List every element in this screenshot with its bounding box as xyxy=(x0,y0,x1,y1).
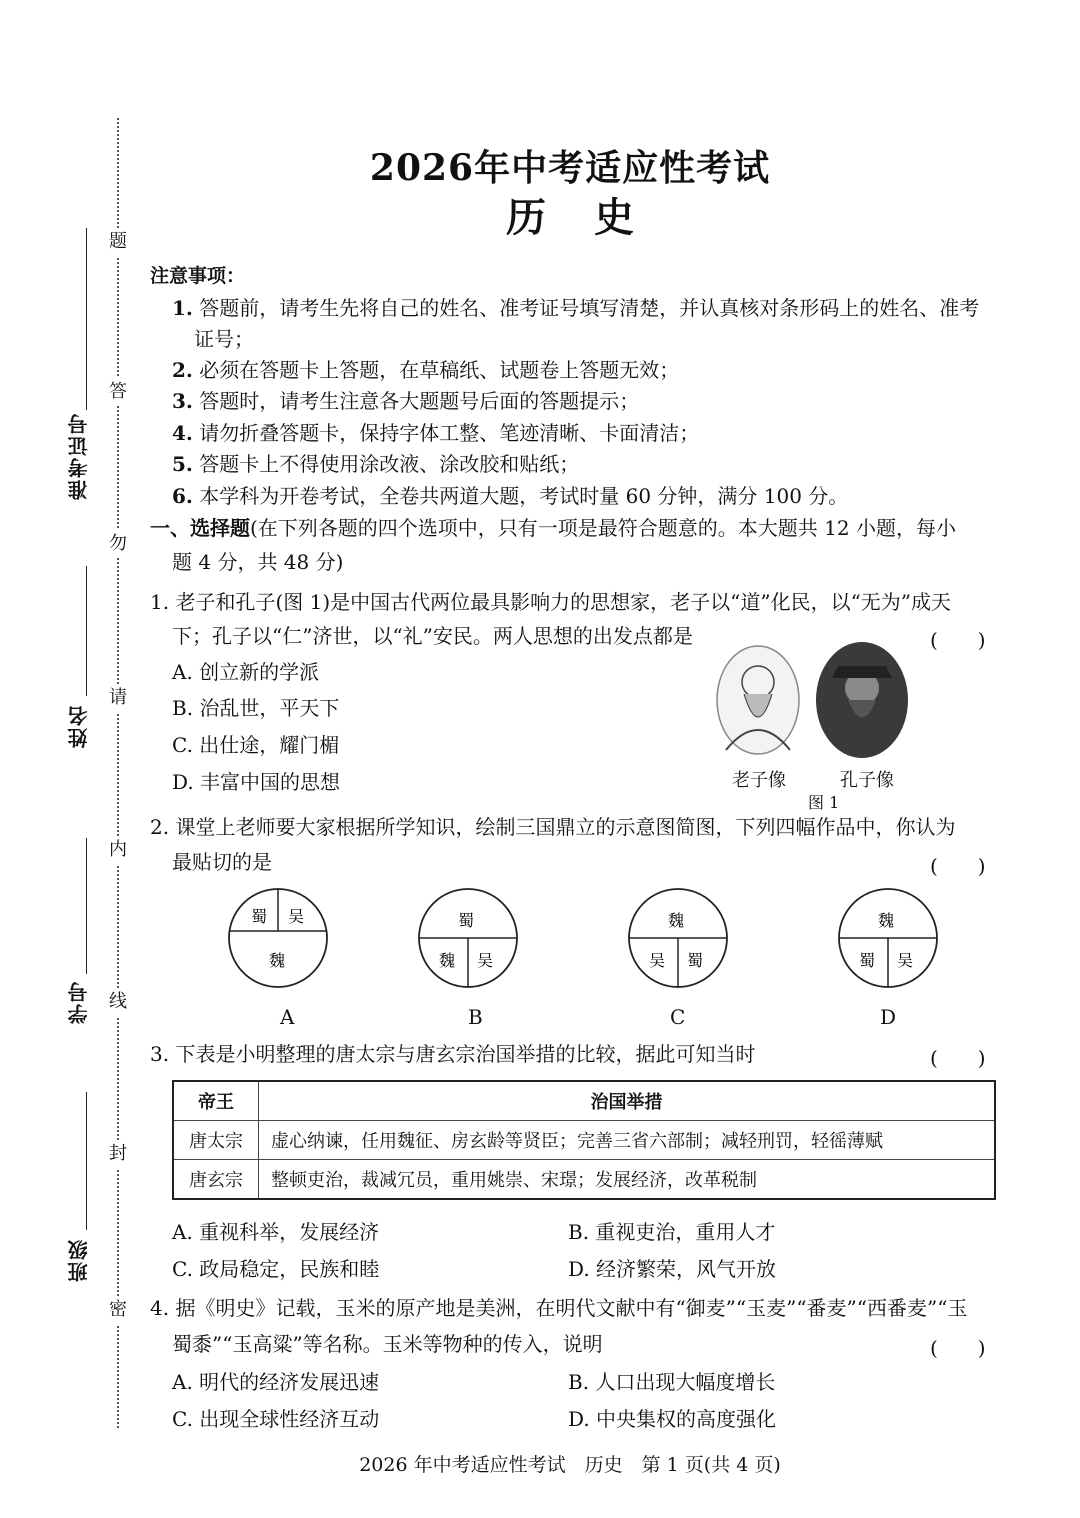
seal-char: 答 xyxy=(106,378,130,406)
class-line[interactable] xyxy=(86,1092,87,1230)
binding-dotted-line xyxy=(117,118,119,1428)
seal-char: 勿 xyxy=(106,530,130,558)
label-shu: 蜀 xyxy=(859,951,876,970)
class-label: 班级 xyxy=(67,1238,91,1282)
exam-title: 2026年中考适应性考试 xyxy=(369,147,771,189)
name-label: 姓名 xyxy=(67,704,91,748)
q1-stem: 1. 老子和孔子(图 1)是中国古代两位最具影响力的思想家，老子以“道”化民，以“无为”成天 xyxy=(150,590,952,614)
q2-stem: 2. 课堂上老师要大家根据所学知识，绘制三国鼎立的示意图简图，下列四幅作品中，你认为 xyxy=(150,815,956,839)
laozi-caption: 老子像 xyxy=(732,770,786,791)
table-row xyxy=(173,1160,995,1200)
table-header: 帝王 xyxy=(173,1081,259,1121)
q3-stem: 3. 下表是小明整理的唐太宗与唐玄宗治国举措的比较，据此可知当时 xyxy=(150,1042,756,1066)
label-shu: 蜀 xyxy=(687,951,704,970)
q3-table xyxy=(172,1080,996,1200)
q2-diagram-a xyxy=(226,886,356,990)
q1-option-d: D. 丰富中国的思想 xyxy=(172,770,341,794)
note-item: 5. 答题卡上不得使用涂改液、涂改胶和贴纸； xyxy=(172,452,580,476)
table-header: 治国举措 xyxy=(259,1081,996,1121)
q2-option-c-letter: C xyxy=(670,1005,686,1029)
q2-option-a-letter: A xyxy=(280,1005,295,1029)
seal-char: 内 xyxy=(106,836,130,864)
q2-stem-cont: 最贴切的是 xyxy=(172,850,272,874)
q4-option-b: B. 人口出现大幅度增长 xyxy=(568,1370,776,1394)
note-item: 1. 答题前，请考生先将自己的姓名、准考证号填写清楚，并认真核对条形码上的姓名、准考 xyxy=(172,296,980,320)
answer-paren: ( ) xyxy=(930,1046,986,1070)
exam-number-line[interactable] xyxy=(86,228,87,410)
page-footer: 2026 年中考适应性考试 历史 第 1 页(共 4 页) xyxy=(359,1454,781,1476)
note-item: 2. 必须在答题卡上答题，在草稿纸、试题卷上答题无效； xyxy=(172,358,680,382)
label-wu: 吴 xyxy=(477,951,494,970)
subject-title: 历 史 xyxy=(506,194,634,241)
student-id-label: 学号 xyxy=(67,980,91,1024)
answer-paren: ( ) xyxy=(930,628,986,652)
note-item: 4. 请勿折叠答题卡，保持字体工整、笔迹清晰、卡面清洁； xyxy=(172,421,700,445)
q2-diagram-b xyxy=(416,886,546,990)
q3-option-b: B. 重视吏治，重用人才 xyxy=(568,1220,776,1244)
label-wu: 吴 xyxy=(897,951,914,970)
table-cell: 唐太宗 xyxy=(173,1121,259,1160)
name-line[interactable] xyxy=(86,566,87,696)
figure1-label: 图 1 xyxy=(808,793,840,812)
student-id-line[interactable] xyxy=(86,838,87,974)
q4-option-c: C. 出现全球性经济互动 xyxy=(172,1407,380,1431)
table-header-row xyxy=(173,1081,995,1121)
exam-number-label: 准考证号 xyxy=(67,412,91,500)
q3-option-a: A. 重视科举，发展经济 xyxy=(172,1220,380,1244)
q4-option-d: D. 中央集权的高度强化 xyxy=(568,1407,777,1431)
q1-option-b: B. 治乱世，平天下 xyxy=(172,696,340,720)
figure1-portraits xyxy=(714,640,914,765)
note-item-cont: 证号； xyxy=(194,327,254,351)
section-heading: 一、选择题(在下列各题的四个选项中，只有一项是最符合题意的。本大题共 12 小题，每小 xyxy=(150,516,956,540)
seal-char: 密 xyxy=(106,1296,130,1324)
label-wu: 吴 xyxy=(649,951,666,970)
answer-paren: ( ) xyxy=(930,854,986,878)
q1-stem-cont: 下；孔子以“仁”济世，以“礼”安民。两人思想的出发点都是 xyxy=(172,624,693,648)
q3-option-c: C. 政局稳定，民族和睦 xyxy=(172,1257,380,1281)
q2-diagram-c xyxy=(626,886,756,990)
section-desc: 题 4 分，共 48 分) xyxy=(172,550,344,574)
label-wei: 魏 xyxy=(439,951,456,970)
label-wei: 魏 xyxy=(878,911,895,930)
note-item: 6. 本学科为开卷考试，全卷共两道大题，考试时量 60 分钟，满分 100 分。 xyxy=(172,484,849,508)
q3-option-d: D. 经济繁荣，风气开放 xyxy=(568,1257,777,1281)
q2-option-b-letter: B xyxy=(468,1005,483,1029)
seal-char: 题 xyxy=(106,228,130,256)
seal-char: 封 xyxy=(106,1140,130,1168)
confucius-caption: 孔子像 xyxy=(840,770,894,791)
notes-heading: 注意事项： xyxy=(150,265,246,287)
label-wu: 吴 xyxy=(288,907,305,926)
q2-diagram-d xyxy=(836,886,966,990)
seal-char: 请 xyxy=(106,684,130,712)
answer-paren: ( ) xyxy=(930,1336,986,1360)
q2-option-d-letter: D xyxy=(880,1005,897,1029)
q4-option-a: A. 明代的经济发展迅速 xyxy=(172,1370,380,1394)
q4-stem-cont: 蜀黍”“玉高粱”等名称。玉米等物种的传入，说明 xyxy=(172,1332,603,1356)
table-cell: 唐玄宗 xyxy=(173,1160,259,1200)
q1-option-c: C. 出仕途，耀门楣 xyxy=(172,733,340,757)
q1-option-a: A. 创立新的学派 xyxy=(172,660,320,684)
table-row xyxy=(173,1121,995,1160)
q4-stem: 4. 据《明史》记载，玉米的原产地是美洲，在明代文献中有“御麦”“玉麦”“番麦”“西番麦”“玉 xyxy=(150,1296,968,1320)
table-cell: 虚心纳谏，任用魏征、房玄龄等贤臣；完善三省六部制；减轻刑罚，轻徭薄赋 xyxy=(259,1121,996,1160)
label-wei: 魏 xyxy=(269,951,286,970)
note-item: 3. 答题时，请考生注意各大题题号后面的答题提示； xyxy=(172,389,640,413)
label-shu: 蜀 xyxy=(458,911,475,930)
label-shu: 蜀 xyxy=(251,907,268,926)
label-wei: 魏 xyxy=(668,911,685,930)
seal-char: 线 xyxy=(106,988,130,1016)
table-cell: 整顿吏治，裁减冗员，重用姚崇、宋璟；发展经济，改革税制 xyxy=(259,1160,996,1200)
